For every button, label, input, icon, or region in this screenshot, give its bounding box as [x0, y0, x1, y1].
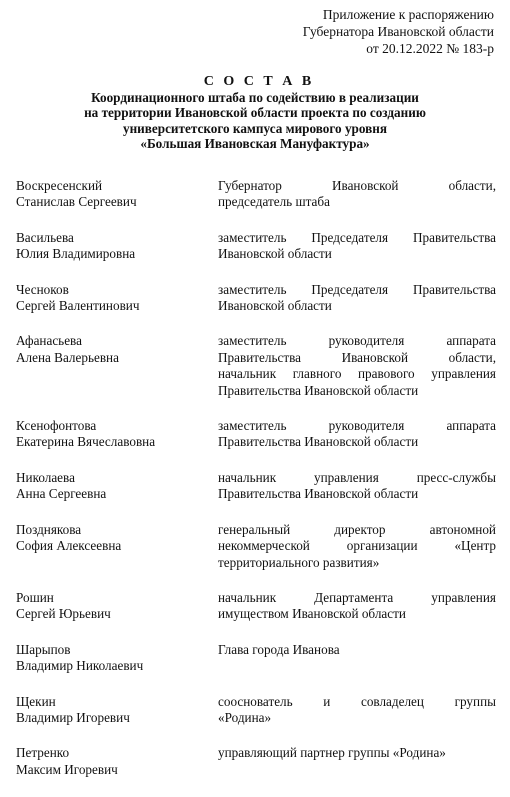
member-row	[16, 230, 496, 263]
member-given-names: Станислав Сергеевич	[16, 194, 137, 210]
member-row	[16, 522, 496, 571]
member-role	[218, 694, 496, 727]
member-name	[16, 282, 218, 315]
appendix-line-3: от 20.12.2022 № 183-р	[366, 41, 494, 56]
member-row	[16, 282, 496, 315]
member-role-line: территориального развития»	[218, 554, 380, 570]
member-name	[16, 418, 218, 451]
member-name	[16, 470, 218, 503]
appendix-line-1: Приложение к распоряжению	[322, 7, 494, 22]
heading-line-1: Координационного штаба по содействию в реализации	[91, 90, 419, 105]
member-given-names: Владимир Игоревич	[16, 709, 130, 725]
member-role-line: Правительства Ивановской области	[218, 486, 419, 502]
member-row	[16, 745, 496, 778]
member-given-names: Максим Игоревич	[16, 761, 118, 777]
member-role-line: начальник главного правового управления	[218, 366, 496, 382]
member-given-names: Алена Валерьевна	[16, 349, 119, 365]
member-name	[16, 333, 218, 399]
member-given-names: Анна Сергеевна	[16, 486, 107, 502]
member-row	[16, 642, 496, 675]
member-row	[16, 333, 496, 399]
member-role-line: управляющий партнер группы «Родина»	[218, 745, 446, 761]
heading-line-2: на территории Ивановской области проекта по созданию	[84, 105, 426, 121]
member-role-line: сооснователь и совладелец группы	[218, 693, 496, 709]
member-role	[218, 418, 496, 451]
member-role-line: имуществом Ивановской области	[218, 606, 406, 622]
heading-line-4: «Большая Ивановская Мануфактура»	[140, 136, 370, 152]
document-title: С О С Т А В	[203, 74, 315, 89]
member-row	[16, 178, 496, 211]
member-role	[218, 230, 496, 263]
member-role-line: Ивановской области	[218, 298, 332, 314]
member-name	[16, 745, 218, 778]
member-role-line: некоммерческой организации «Центр	[218, 538, 496, 554]
member-name	[16, 694, 218, 727]
member-role	[218, 470, 496, 503]
member-role	[218, 282, 496, 315]
member-role	[218, 745, 496, 778]
member-surname: Щекин	[16, 693, 56, 709]
member-surname: Васильева	[16, 229, 74, 245]
member-name	[16, 642, 218, 675]
member-row	[16, 694, 496, 727]
member-role-line: Правительства Ивановской области	[218, 382, 419, 398]
member-role-line: начальник Департамента управления	[218, 589, 496, 605]
member-given-names: Юлия Владимировна	[16, 246, 136, 262]
member-role-line: Правительства Ивановской области	[218, 434, 419, 450]
member-given-names: Сергей Валентинович	[16, 298, 140, 314]
member-role-line: Губернатор Ивановской области,	[218, 178, 496, 193]
member-given-names: Владимир Николаевич	[16, 658, 144, 674]
heading-line-3: университетского кампуса мирового уровня	[122, 120, 387, 136]
member-row	[16, 418, 496, 451]
member-given-names: Сергей Юрьевич	[16, 606, 111, 622]
member-surname: Позднякова	[16, 521, 82, 537]
member-name	[16, 522, 218, 571]
member-role-line: Правительства Ивановской области,	[218, 349, 496, 365]
member-role	[218, 642, 496, 675]
member-surname: Чесноков	[16, 281, 69, 297]
member-role-line: заместитель руководителя аппарата	[218, 418, 496, 434]
member-role-line: генеральный директор автономной	[218, 521, 496, 537]
members-list	[16, 178, 496, 797]
member-surname: Шарыпов	[16, 641, 71, 657]
member-surname: Ксенофонтова	[16, 418, 97, 434]
member-role-line: председатель штаба	[218, 194, 330, 210]
member-role-line: Глава города Иванова	[218, 641, 340, 657]
member-surname: Петренко	[16, 745, 70, 761]
member-surname: Рошин	[16, 589, 54, 605]
member-row	[16, 470, 496, 503]
member-row	[16, 590, 496, 623]
member-surname: Николаева	[16, 469, 75, 485]
member-role-line: Ивановской области	[218, 246, 332, 262]
member-name	[16, 590, 218, 623]
member-surname: Воскресенский	[16, 178, 103, 193]
member-name	[16, 230, 218, 263]
member-role-line: заместитель руководителя аппарата	[218, 333, 496, 349]
appendix-header	[303, 6, 494, 57]
member-given-names: Екатерина Вячеславовна	[16, 434, 156, 450]
member-role-line: заместитель Председателя Правительства	[218, 281, 496, 297]
member-surname: Афанасьева	[16, 333, 82, 349]
member-role-line: начальник управления пресс-службы	[218, 469, 496, 485]
member-name	[16, 178, 218, 211]
member-given-names: София Алексеевна	[16, 538, 122, 554]
member-role	[218, 590, 496, 623]
member-role	[218, 178, 496, 211]
document-heading	[0, 73, 510, 152]
member-role-line: заместитель Председателя Правительства	[218, 229, 496, 245]
member-role	[218, 522, 496, 571]
appendix-line-2: Губернатора Ивановской области	[302, 24, 494, 39]
member-role-line: «Родина»	[218, 709, 272, 725]
member-role	[218, 333, 496, 399]
